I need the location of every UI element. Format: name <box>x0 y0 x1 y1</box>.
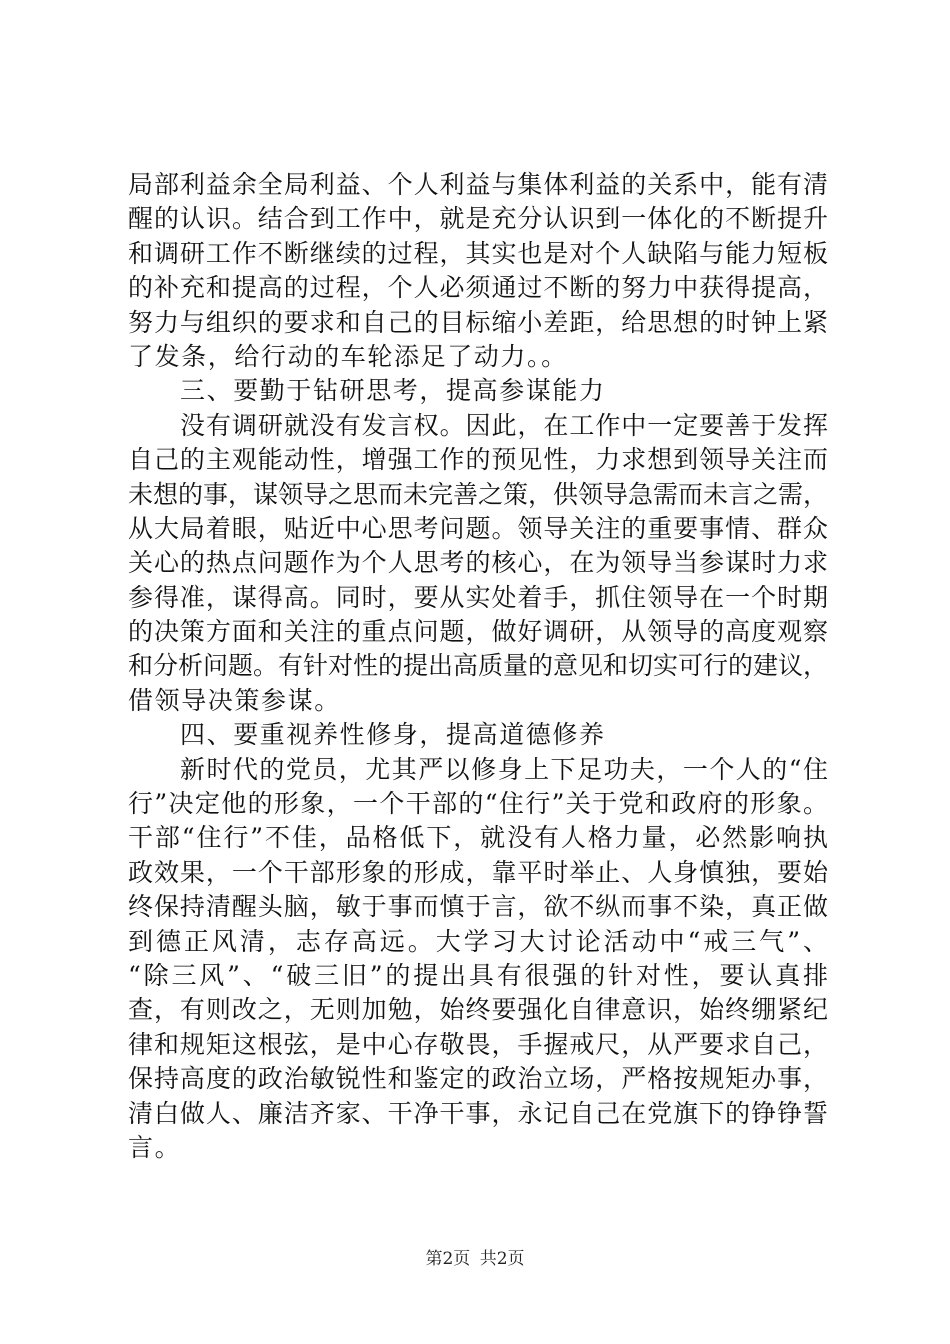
text-line: 政效果，一个干部形象的形成，靠平时举止、人身慎独，要始 <box>128 857 828 887</box>
document-body <box>128 168 828 1165</box>
text-line: 律和规矩这根弦，是中心存敬畏，手握戒尺，从严要求自己， <box>128 1029 828 1059</box>
text-line: 终保持清醒头脑，敏于事而慎于言，欲不纵而事不染，真正做 <box>128 892 828 922</box>
text-line: 三、要勤于钻研思考，提高参谋能力 <box>180 376 606 406</box>
text-line: 到德正风清，志存高远。大学习大讨论活动中“戒三气”、 <box>128 926 828 956</box>
page-number: 第2页 <box>425 1249 471 1269</box>
text-line: 查，有则改之，无则加勉，始终要强化自律意识，始终绷紧纪 <box>128 995 828 1025</box>
text-line: 从大局着眼，贴近中心思考问题。领导关注的重要事情、群众 <box>128 513 828 543</box>
text-line: 和分析问题。有针对性的提出高质量的意见和切实可行的建议， <box>128 651 829 681</box>
text-line: 努力与组织的要求和自己的目标缩小差距，给思想的时钟上紧 <box>128 307 828 337</box>
page-footer <box>0 1244 950 1269</box>
text-line: 清白做人、廉洁齐家、干净干事，永记自己在党旗下的铮铮誓 <box>128 1098 828 1128</box>
text-line: 新时代的党员，尤其严以修身上下足功夫，一个人的“住 <box>180 754 828 784</box>
text-line: 醒的认识。结合到工作中，就是充分认识到一体化的不断提升 <box>128 204 828 234</box>
text-line: 没有调研就没有发言权。因此，在工作中一定要善于发挥 <box>180 410 828 440</box>
text-line: 自己的主观能动性，增强工作的预见性，力求想到领导关注而 <box>128 445 828 475</box>
text-line: 了发条，给行动的车轮添足了动力。。 <box>128 341 568 371</box>
text-line: 局部利益余全局利益、个人利益与集体利益的关系中，能有清 <box>128 170 828 199</box>
text-line: 借领导决策参谋。 <box>128 685 341 715</box>
text-line: 和调研工作不断继续的过程，其实也是对个人缺陷与能力短板 <box>128 238 828 268</box>
text-line: 的决策方面和关注的重点问题，做好调研，从领导的高度观察 <box>128 617 828 647</box>
text-line: 保持高度的政治敏锐性和鉴定的政治立场，严格按规矩办事， <box>128 1064 828 1094</box>
text-line: 四、要重视养性修身，提高道德修养 <box>180 720 606 750</box>
text-line: “除三风”、“破三旧”的提出具有很强的针对性，要认真排 <box>128 960 828 990</box>
page-total: 共2页 <box>479 1249 525 1269</box>
text-line: 言。 <box>128 1132 182 1162</box>
text-line: 未想的事，谋领导之思而未完善之策，供领导急需而未言之需， <box>128 479 829 509</box>
text-line: 干部“住行”不佳，品格低下，就没有人格力量，必然影响执 <box>128 823 828 853</box>
text-line: 行”决定他的形象，一个干部的“住行”关于党和政府的形象。 <box>128 789 828 819</box>
text-line: 关心的热点问题作为个人思考的核心，在为领导当参谋时力求 <box>128 548 828 578</box>
text-line: 参得准，谋得高。同时，要从实处着手，抓住领导在一个时期 <box>128 582 828 612</box>
text-line: 的补充和提高的过程，个人必须通过不断的努力中获得提高， <box>128 273 828 303</box>
